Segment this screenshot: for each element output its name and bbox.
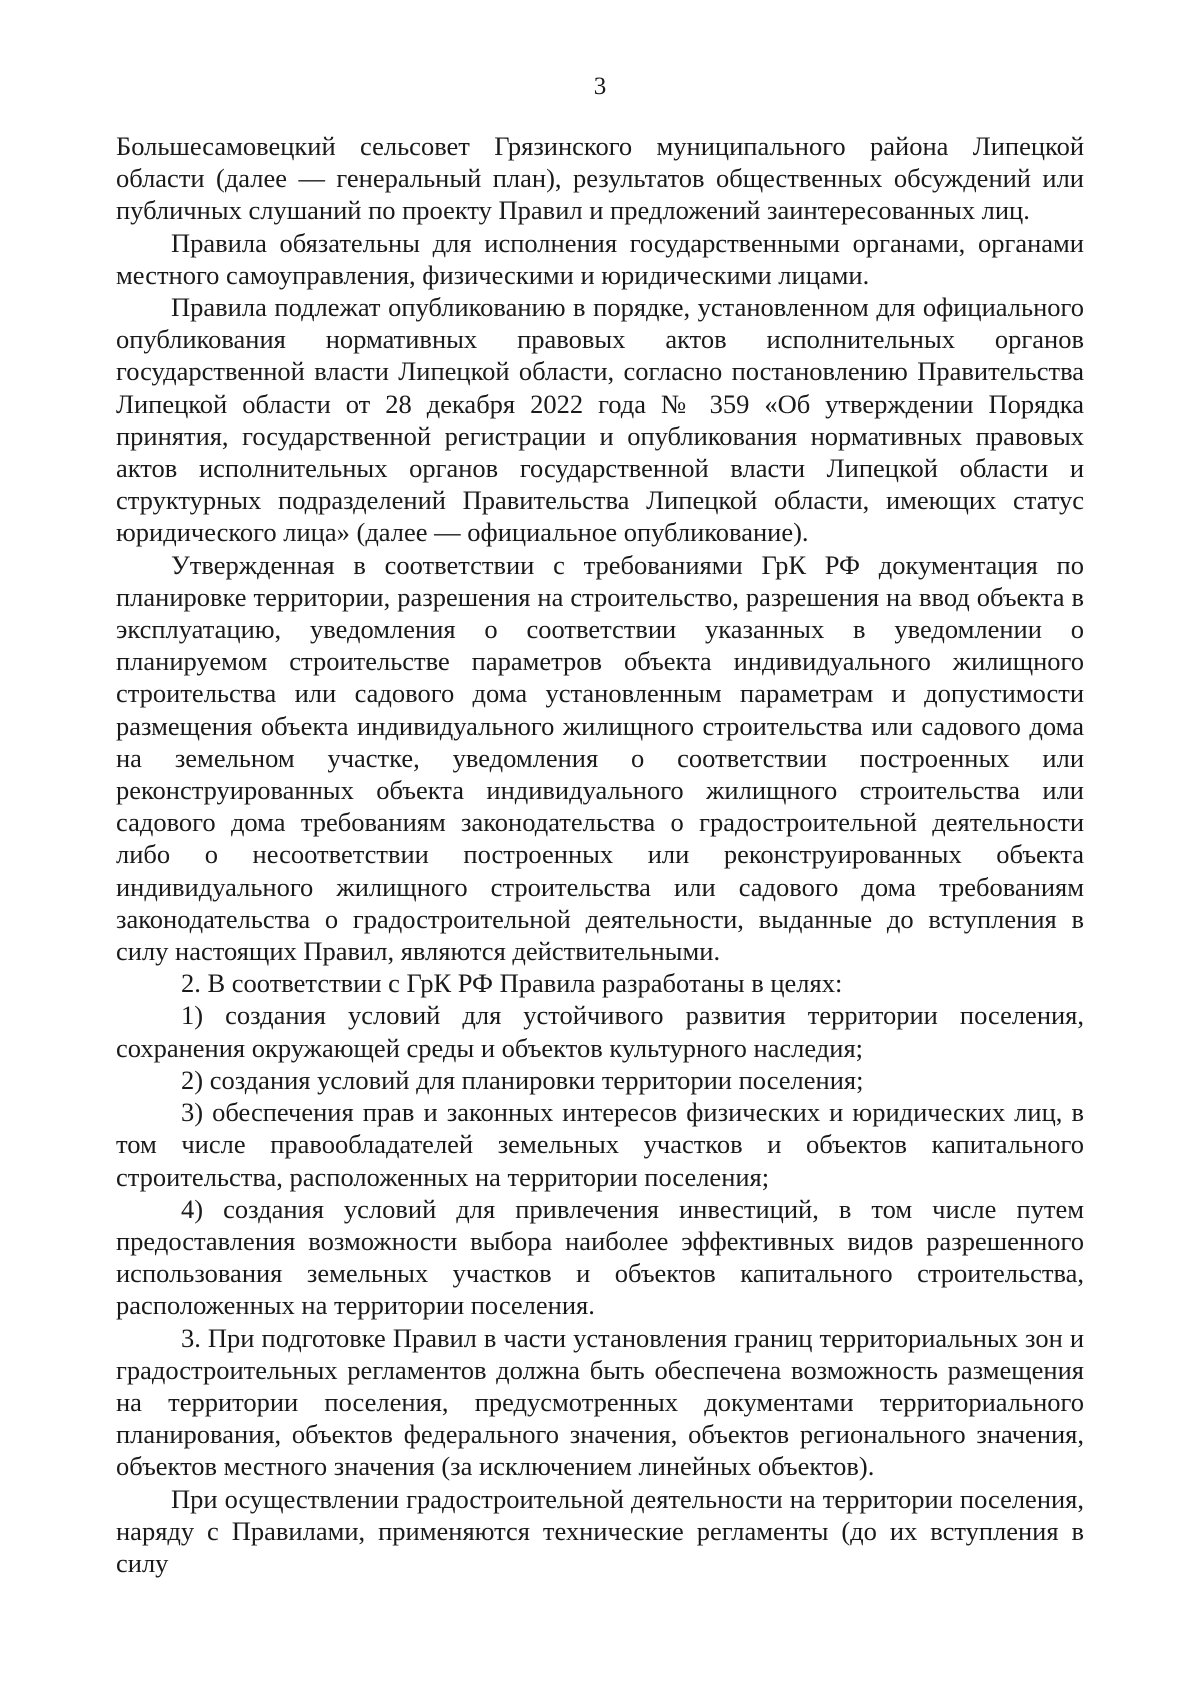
paragraph-item-3: 3. При подготовке Правил в части установления границ территориальных зон и градостроительных регламентов должна быть обеспечена возможность размещения на территории поселения, предусмотренных документами территориального планирования, объектов федерального значения, объектов регионального значения, объектов местного значения (за исключением линейных объектов). (116, 1322, 1084, 1482)
paragraph-documentation: Утвержденная в соответствии с требованиями ГрК РФ документация по планировке территории, разрешения на строительство, разрешения на ввод объекта в эксплуатацию, уведомления о соответствии указанных в уведомлении о планируемом строительстве параметров объекта индивидуального жилищного строительства или садового дома установленным параметрам и допустимости размещения объекта индивидуального жилищного строительства или садового дома на земельном участке, уведомления о соответствии построенных или реконструированных объекта индивидуального жилищного строительства или садового дома требованиям законодательства о градостроительной деятельности либо о несоответствии построенных или реконструированных объекта индивидуального жилищного строительства или садового дома требованиям законодательства о градостроительной деятельности, выданные до вступления в силу настоящих Правил, являются действительными. (116, 549, 1084, 967)
paragraph-item-2-2: 2) создания условий для планировки территории поселения; (181, 1064, 864, 1095)
paragraph-regulations: При осуществлении градостроительной деятельности на территории поселения, наряду с Правилами, применяются технические регламенты (до их вступления в силу (116, 1483, 1084, 1578)
paragraph-continuation: Большесамовецкий сельсовет Грязинского муниципального района Липецкой области (далее — генеральный план), результатов общественных обсуждений или публичных слушаний по проекту Правил и предложений заинтересованных лиц. (116, 131, 1084, 226)
paragraph-item-2-3: 3) обеспечения прав и законных интересов физических и юридических лиц, в том числе правообладателей земельных участков и объектов капитального строительства, расположенных на территории поселения; (116, 1097, 1084, 1192)
document-body (116, 130, 1084, 1579)
paragraph-item-2-4: 4) создания условий для привлечения инвестиций, в том числе путем предоставления возможности выбора наиболее эффективных видов разрешенного использования земельных участков и объектов капитального строительства, расположенных на территории поселения. (116, 1193, 1084, 1321)
paragraph-publication: Правила подлежат опубликованию в порядке, установленном для официального опубликования нормативных правовых актов исполнительных органов государственной власти Липецкой области, согласно постановлению Правительства Липецкой области от 28 декабря 2022 года № 359 «Об утверждении Порядка принятия, государственной регистрации и опубликования нормативных правовых актов исполнительных органов государственной власти Липецкой области и структурных подразделений Правительства Липецкой области, имеющих статус юридического лица» (далее — официальное опубликование). (116, 292, 1084, 548)
paragraph-item-2: 2. В соответствии с ГрК РФ Правила разработаны в целях: (181, 968, 843, 999)
paragraph-obligatory: Правила обязательны для исполнения государственными органами, органами местного самоуправления, физическими и юридическими лицами. (116, 227, 1084, 290)
page-number: 3 (593, 73, 607, 100)
paragraph-item-2-1: 1) создания условий для устойчивого развития территории поселения, сохранения окружающей среды и объектов культурного наследия; (116, 1000, 1084, 1063)
